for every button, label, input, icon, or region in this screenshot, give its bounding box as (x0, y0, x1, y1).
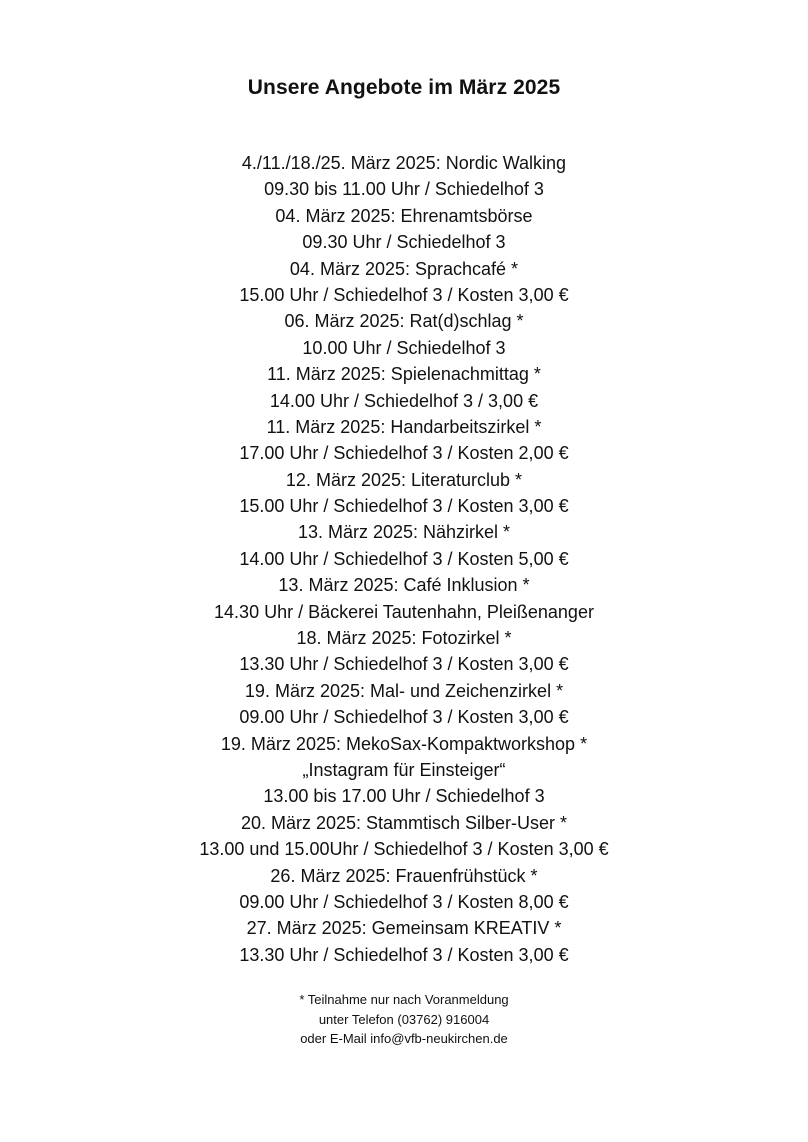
event-details: 09.00 Uhr / Schiedelhof 3 / Kosten 3,00 € (239, 707, 569, 728)
registration-footnote (0, 990, 808, 1049)
event-headline: 11. März 2025: Spielenachmittag * (267, 364, 541, 385)
event-details: 14.00 Uhr / Schiedelhof 3 / 3,00 € (269, 390, 539, 411)
event-details: 09.30 Uhr / Schiedelhof 3 (302, 232, 506, 253)
event-headline: 06. März 2025: Rat(d)schlag * (284, 311, 524, 332)
event-headline: 27. März 2025: Gemeinsam KREATIV * (246, 918, 562, 939)
event-details: „Instagram für Einsteiger“ (302, 759, 506, 780)
event-headline: 20. März 2025: Stammtisch Silber-User * (240, 812, 568, 833)
event-details: 13.00 und 15.00Uhr / Schiedelhof 3 / Kosten 3,00 € (199, 839, 609, 860)
page-title: Unsere Angebote im März 2025 (247, 76, 561, 99)
event-details: 15.00 Uhr / Schiedelhof 3 / Kosten 3,00 € (239, 284, 569, 305)
event-details: 09.30 bis 11.00 Uhr / Schiedelhof 3 (264, 179, 544, 200)
event-details: 15.00 Uhr / Schiedelhof 3 / Kosten 3,00 € (239, 496, 569, 517)
event-headline: 13. März 2025: Café Inklusion * (278, 575, 530, 596)
footnote-line: unter Telefon (03762) 916004 (318, 1011, 490, 1027)
event-details: 10.00 Uhr / Schiedelhof 3 (302, 337, 506, 358)
event-details: 13.30 Uhr / Schiedelhof 3 / Kosten 3,00 € (239, 944, 569, 965)
event-headline: 04. März 2025: Ehrenamtsbörse (275, 205, 533, 226)
event-headline: 13. März 2025: Nähzirkel * (297, 522, 511, 543)
footnote-line: * Teilnahme nur nach Voranmeldung (299, 992, 509, 1007)
event-headline: 4./11./18./25. März 2025: Nordic Walking (241, 153, 567, 173)
event-details: 14.30 Uhr / Bäckerei Tautenhahn, Pleißenanger (214, 601, 594, 622)
event-headline: 04. März 2025: Sprachcafé * (289, 258, 519, 279)
event-details: 17.00 Uhr / Schiedelhof 3 / Kosten 2,00 € (239, 443, 569, 464)
event-headline: 19. März 2025: Mal- und Zeichenzirkel * (244, 680, 564, 701)
event-details: 14.00 Uhr / Schiedelhof 3 / Kosten 5,00 € (239, 548, 569, 569)
event-details: 13.00 bis 17.00 Uhr / Schiedelhof 3 (263, 786, 545, 807)
event-headline: 26. März 2025: Frauenfrühstück * (270, 865, 538, 886)
event-headline: 11. März 2025: Handarbeitszirkel * (266, 416, 542, 437)
event-details: 13.30 Uhr / Schiedelhof 3 / Kosten 3,00 € (239, 654, 569, 675)
event-details: 09.00 Uhr / Schiedelhof 3 / Kosten 8,00 € (239, 891, 569, 912)
event-headline: 12. März 2025: Literaturclub * (285, 469, 523, 490)
footnote-line: oder E-Mail info@vfb-neukirchen.de (300, 1031, 508, 1046)
event-headline: 18. März 2025: Fotozirkel * (296, 628, 512, 649)
event-list (0, 150, 808, 968)
event-headline: 19. März 2025: MekoSax-Kompaktworkshop * (220, 733, 588, 754)
